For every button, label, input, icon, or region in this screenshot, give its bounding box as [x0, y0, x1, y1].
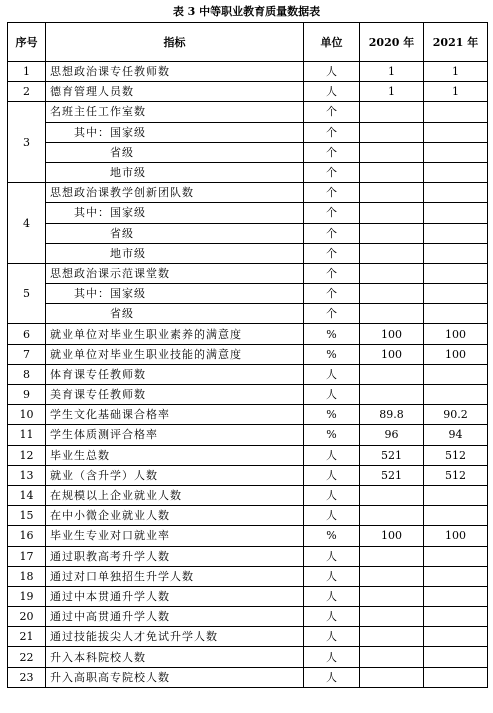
- value-2020-cell: [360, 667, 424, 687]
- indicator-cell: 其中：国家级: [46, 203, 304, 223]
- quality-data-table: [7, 22, 488, 688]
- row-number: 3: [8, 102, 46, 183]
- row-number: 19: [8, 586, 46, 606]
- value-2021-cell: [424, 162, 488, 182]
- unit-cell: 人: [304, 364, 360, 384]
- table-row: [8, 627, 488, 647]
- header-indicator: 指标: [46, 23, 304, 62]
- table-row: [8, 607, 488, 627]
- value-2021-cell: 94: [424, 425, 488, 445]
- value-2021-cell: [424, 183, 488, 203]
- indicator-cell: 其中：国家级: [46, 122, 304, 142]
- value-2020-cell: 89.8: [360, 405, 424, 425]
- value-2021-cell: 1: [424, 62, 488, 82]
- table-caption: 表 3 中等职业教育质量数据表: [172, 5, 321, 18]
- value-2021-cell: [424, 647, 488, 667]
- table-row: [8, 485, 488, 505]
- indicator-cell: 地市级: [46, 162, 304, 182]
- unit-cell: 人: [304, 485, 360, 505]
- unit-cell: 人: [304, 647, 360, 667]
- row-number: 18: [8, 566, 46, 586]
- indicator-cell: 升入高职高专院校人数: [46, 667, 304, 687]
- table-row: [8, 304, 488, 324]
- table-row: [8, 142, 488, 162]
- table-row: [8, 385, 488, 405]
- value-2021-cell: 100: [424, 526, 488, 546]
- table-row: [8, 344, 488, 364]
- table-row: [8, 82, 488, 102]
- indicator-cell: 在中小微企业就业人数: [46, 506, 304, 526]
- value-2020-cell: [360, 586, 424, 606]
- value-2020-cell: 521: [360, 465, 424, 485]
- unit-cell: %: [304, 344, 360, 364]
- value-2020-cell: [360, 183, 424, 203]
- table-row: [8, 586, 488, 606]
- row-number: 17: [8, 546, 46, 566]
- value-2020-cell: [360, 485, 424, 505]
- value-2021-cell: [424, 284, 488, 304]
- unit-cell: 人: [304, 566, 360, 586]
- table-row: [8, 465, 488, 485]
- row-number: 9: [8, 385, 46, 405]
- value-2020-cell: [360, 102, 424, 122]
- indicator-cell: 学生文化基础课合格率: [46, 405, 304, 425]
- table-row: [8, 102, 488, 122]
- value-2021-cell: [424, 203, 488, 223]
- unit-cell: 人: [304, 546, 360, 566]
- indicator-cell: 省级: [46, 304, 304, 324]
- table-row: [8, 445, 488, 465]
- row-number: 7: [8, 344, 46, 364]
- table-row: [8, 284, 488, 304]
- unit-cell: 人: [304, 445, 360, 465]
- value-2020-cell: [360, 546, 424, 566]
- indicator-cell: 思想政治课专任教师数: [46, 62, 304, 82]
- indicator-cell: 省级: [46, 223, 304, 243]
- value-2021-cell: 1: [424, 82, 488, 102]
- row-number: 23: [8, 667, 46, 687]
- table-row: [8, 647, 488, 667]
- table-row: [8, 243, 488, 263]
- row-number: 13: [8, 465, 46, 485]
- row-number: 10: [8, 405, 46, 425]
- indicator-cell: 体育课专任教师数: [46, 364, 304, 384]
- unit-cell: 人: [304, 385, 360, 405]
- value-2020-cell: [360, 647, 424, 667]
- unit-cell: 个: [304, 183, 360, 203]
- value-2021-cell: 512: [424, 465, 488, 485]
- value-2021-cell: [424, 243, 488, 263]
- table-row: [8, 223, 488, 243]
- row-number: 2: [8, 82, 46, 102]
- row-number: 11: [8, 425, 46, 445]
- indicator-cell: 升入本科院校人数: [46, 647, 304, 667]
- header-row: [8, 23, 488, 62]
- value-2020-cell: [360, 142, 424, 162]
- value-2020-cell: [360, 122, 424, 142]
- row-number: 15: [8, 506, 46, 526]
- row-number: 1: [8, 62, 46, 82]
- unit-cell: 个: [304, 122, 360, 142]
- value-2020-cell: [360, 223, 424, 243]
- table-body: [8, 62, 488, 688]
- unit-cell: 个: [304, 102, 360, 122]
- indicator-cell: 通过中本贯通升学人数: [46, 586, 304, 606]
- table-row: [8, 183, 488, 203]
- table-row: [8, 506, 488, 526]
- indicator-cell: 其中：国家级: [46, 284, 304, 304]
- value-2020-cell: 1: [360, 82, 424, 102]
- value-2021-cell: [424, 485, 488, 505]
- header-2020: 2020 年: [360, 23, 424, 62]
- table-row: [8, 425, 488, 445]
- unit-cell: 人: [304, 667, 360, 687]
- indicator-cell: 在规模以上企业就业人数: [46, 485, 304, 505]
- value-2021-cell: [424, 667, 488, 687]
- value-2020-cell: [360, 385, 424, 405]
- unit-cell: 个: [304, 223, 360, 243]
- indicator-cell: 就业单位对毕业生职业技能的满意度: [46, 344, 304, 364]
- value-2020-cell: 100: [360, 526, 424, 546]
- indicator-cell: 德育管理人员数: [46, 82, 304, 102]
- value-2021-cell: [424, 263, 488, 283]
- value-2020-cell: 96: [360, 425, 424, 445]
- unit-cell: 个: [304, 142, 360, 162]
- indicator-cell: 通过技能拔尖人才免试升学人数: [46, 627, 304, 647]
- value-2021-cell: [424, 586, 488, 606]
- unit-cell: %: [304, 425, 360, 445]
- value-2021-cell: [424, 566, 488, 586]
- unit-cell: 人: [304, 82, 360, 102]
- header-2021: 2021 年: [424, 23, 488, 62]
- value-2020-cell: 100: [360, 344, 424, 364]
- value-2020-cell: [360, 203, 424, 223]
- value-2020-cell: [360, 506, 424, 526]
- value-2021-cell: [424, 304, 488, 324]
- value-2020-cell: [360, 364, 424, 384]
- table-row: [8, 546, 488, 566]
- value-2021-cell: [424, 142, 488, 162]
- unit-cell: %: [304, 405, 360, 425]
- table-row: [8, 667, 488, 687]
- value-2020-cell: 521: [360, 445, 424, 465]
- value-2020-cell: [360, 627, 424, 647]
- indicator-cell: 就业（含升学）人数: [46, 465, 304, 485]
- unit-cell: 个: [304, 284, 360, 304]
- row-number: 16: [8, 526, 46, 546]
- indicator-cell: 通过对口单独招生升学人数: [46, 566, 304, 586]
- value-2021-cell: [424, 364, 488, 384]
- indicator-cell: 省级: [46, 142, 304, 162]
- unit-cell: 个: [304, 162, 360, 182]
- row-number: 21: [8, 627, 46, 647]
- unit-cell: %: [304, 324, 360, 344]
- row-number: 22: [8, 647, 46, 667]
- row-number: 8: [8, 364, 46, 384]
- value-2020-cell: [360, 162, 424, 182]
- indicator-cell: 毕业生总数: [46, 445, 304, 465]
- indicator-cell: 思想政治课教学创新团队数: [46, 183, 304, 203]
- value-2020-cell: [360, 607, 424, 627]
- table-row: [8, 263, 488, 283]
- value-2020-cell: [360, 566, 424, 586]
- value-2021-cell: 90.2: [424, 405, 488, 425]
- indicator-cell: 就业单位对毕业生职业素养的满意度: [46, 324, 304, 344]
- value-2020-cell: [360, 243, 424, 263]
- value-2021-cell: 100: [424, 344, 488, 364]
- unit-cell: 人: [304, 607, 360, 627]
- table-row: [8, 324, 488, 344]
- unit-cell: 个: [304, 203, 360, 223]
- indicator-cell: 美育课专任教师数: [46, 385, 304, 405]
- value-2020-cell: 100: [360, 324, 424, 344]
- value-2021-cell: 100: [424, 324, 488, 344]
- value-2020-cell: [360, 304, 424, 324]
- value-2021-cell: [424, 102, 488, 122]
- value-2020-cell: 1: [360, 62, 424, 82]
- value-2021-cell: [424, 506, 488, 526]
- value-2021-cell: [424, 223, 488, 243]
- unit-cell: 个: [304, 263, 360, 283]
- unit-cell: %: [304, 526, 360, 546]
- unit-cell: 人: [304, 627, 360, 647]
- value-2021-cell: [424, 385, 488, 405]
- header-unit: 单位: [304, 23, 360, 62]
- indicator-cell: 毕业生专业对口就业率: [46, 526, 304, 546]
- indicator-cell: 通过职教高考升学人数: [46, 546, 304, 566]
- row-number: 6: [8, 324, 46, 344]
- header-no: 序号: [8, 23, 46, 62]
- row-number: 14: [8, 485, 46, 505]
- indicator-cell: 名班主任工作室数: [46, 102, 304, 122]
- value-2021-cell: 512: [424, 445, 488, 465]
- value-2021-cell: [424, 122, 488, 142]
- unit-cell: 人: [304, 586, 360, 606]
- table-row: [8, 405, 488, 425]
- row-number: 5: [8, 263, 46, 324]
- indicator-cell: 地市级: [46, 243, 304, 263]
- indicator-cell: 思想政治课示范课堂数: [46, 263, 304, 283]
- value-2021-cell: [424, 546, 488, 566]
- value-2021-cell: [424, 607, 488, 627]
- table-row: [8, 162, 488, 182]
- table-row: [8, 122, 488, 142]
- unit-cell: 人: [304, 506, 360, 526]
- table-row: [8, 566, 488, 586]
- unit-cell: 个: [304, 243, 360, 263]
- row-number: 4: [8, 183, 46, 264]
- row-number: 20: [8, 607, 46, 627]
- table-row: [8, 364, 488, 384]
- unit-cell: 人: [304, 62, 360, 82]
- row-number: 12: [8, 445, 46, 465]
- indicator-cell: 学生体质测评合格率: [46, 425, 304, 445]
- table-row: [8, 526, 488, 546]
- unit-cell: 个: [304, 304, 360, 324]
- value-2021-cell: [424, 627, 488, 647]
- table-row: [8, 62, 488, 82]
- value-2020-cell: [360, 263, 424, 283]
- unit-cell: 人: [304, 465, 360, 485]
- indicator-cell: 通过中高贯通升学人数: [46, 607, 304, 627]
- table-row: [8, 203, 488, 223]
- value-2020-cell: [360, 284, 424, 304]
